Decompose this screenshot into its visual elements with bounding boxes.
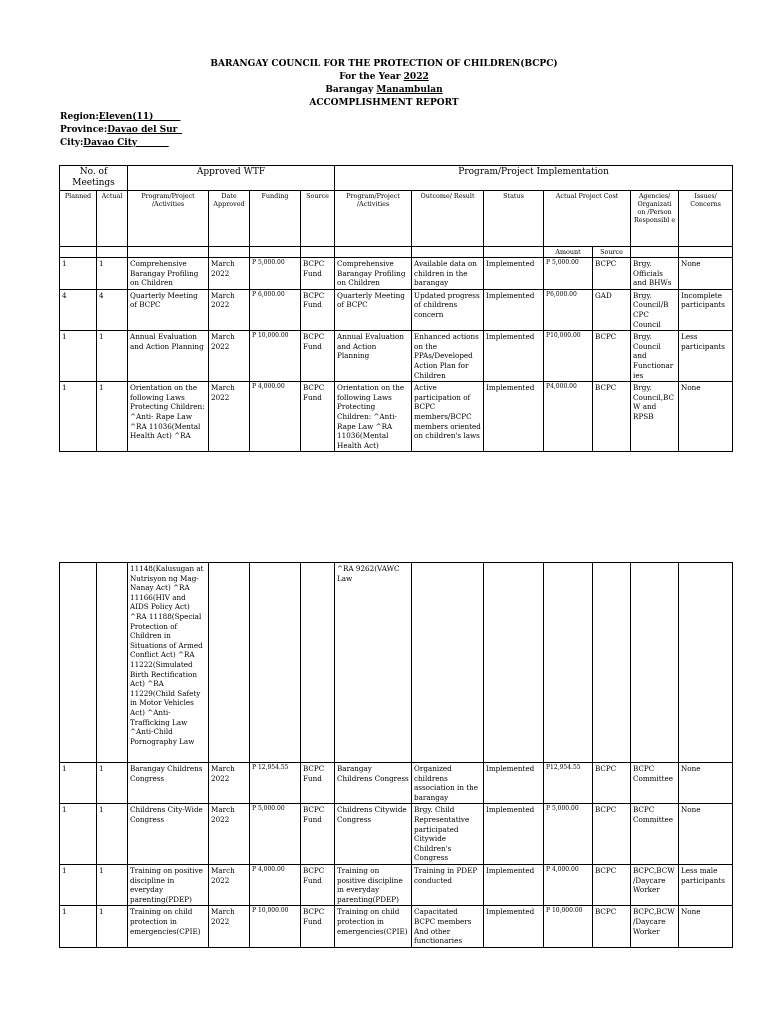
source-cell: BCPC Fund: [301, 804, 335, 865]
accomplishment-table-page2: [59, 562, 733, 948]
funding-cell: P 10,000.00: [250, 331, 301, 382]
table-row: [60, 804, 733, 865]
activity-cell: Annual Evaluation and Action Planning: [128, 331, 209, 382]
region-label: Region:: [60, 112, 99, 122]
barangay-name: Manambulan: [376, 85, 443, 95]
status-cell: Implemented: [484, 906, 544, 947]
date-cell: March 2022: [209, 289, 250, 330]
report-title: BARANGAY COUNCIL FOR THE PROTECTION OF CHILDREN(BCPC): [210, 59, 558, 69]
continuation-activity: 11148(Kalusugan at Nutrisyon ng Mag-Nanay Act) ^RA 11166(HIV and AIDS Policy Act) ^RA 11188(Special Protection of Children in Situations of Armed Conflict Act) ^RA 11222(Simulated Birth Rectification Act) ^RA 11229(Child Safety in Motor Vehicles Act) ^Anti-Trafficking Law ^Anti-Child Pornography Law: [128, 563, 209, 763]
agency-cell: BCPC Committee: [631, 804, 679, 865]
source-cell: BCPC Fund: [301, 864, 335, 905]
impl-activities-header: Program/Project /Activities: [335, 191, 412, 247]
planned-cell: 1: [60, 906, 97, 947]
province-label: Province:: [60, 125, 108, 135]
city-value: Davao City_______: [83, 138, 169, 148]
amount-cell: P 5,000.00: [544, 804, 593, 865]
planned-cell: 1: [60, 258, 97, 290]
implementation-header: Program/Project Implementation: [335, 166, 733, 191]
planned-cell: 1: [60, 382, 97, 452]
agency-cell: BCPC,BCW /Daycare Worker: [631, 864, 679, 905]
outcome-cell: Capacitated BCPC members And other functionaries: [412, 906, 484, 947]
activity-cell: Orientation on the following Laws Protecting Children: ^Anti- Rape Law ^RA 11036(Mental Health Act) ^RA: [128, 382, 209, 452]
cost-source-cell: BCPC: [593, 331, 631, 382]
impl-activity-cell: Training on child protection in emergencies(CPIE): [335, 906, 412, 947]
source-cell: BCPC Fund: [301, 331, 335, 382]
city-label: City:: [60, 138, 84, 148]
funding-cell: P 10,000.00: [250, 906, 301, 947]
actual-cell: 4: [97, 289, 128, 330]
actual-cell: 1: [97, 763, 128, 804]
issues-cell: None: [679, 382, 733, 452]
agency-cell: BCPC,BCW /Daycare Worker: [631, 906, 679, 947]
impl-activity-cell: Barangay Childrens Congress: [335, 763, 412, 804]
program-activities-header: Program/Project /Activities: [128, 191, 209, 247]
activity-cell: Training on child protection in emergencies(CPIE): [128, 906, 209, 947]
status-cell: Implemented: [484, 289, 544, 330]
cost-source-cell: BCPC: [593, 804, 631, 865]
date-approved-header: Date Approved: [209, 191, 250, 247]
cost-source-subheader: Source: [593, 247, 631, 258]
outcome-header: Outcome/ Result: [412, 191, 484, 247]
planned-cell: 1: [60, 804, 97, 865]
impl-activity-cell: Comprehensive Barangay Profiling on Children: [335, 258, 412, 290]
planned-header: Planned: [60, 191, 97, 247]
table-row: [60, 258, 733, 290]
cost-source-cell: BCPC: [593, 763, 631, 804]
source-header: Source: [301, 191, 335, 247]
agency-cell: Brgy. Council,BC W and RPSB: [631, 382, 679, 452]
planned-cell: 1: [60, 763, 97, 804]
meetings-header: No. of Meetings: [60, 166, 128, 191]
planned-cell: 1: [60, 864, 97, 905]
date-cell: March 2022: [209, 763, 250, 804]
amount-cell: P 10,000.00: [544, 906, 593, 947]
actual-cost-header: Actual Project Cost: [544, 191, 631, 247]
province-line: [60, 124, 182, 137]
activity-cell: Barangay Childrens Congress: [128, 763, 209, 804]
table-row: [60, 331, 733, 382]
barangay-prefix: Barangay: [325, 85, 377, 95]
agency-cell: Brgy. Council/B CPC Council: [631, 289, 679, 330]
amount-cell: P4,000.00: [544, 382, 593, 452]
region-value: Eleven(11)______: [98, 112, 181, 122]
amount-cell: P10,000.00: [544, 331, 593, 382]
cost-source-cell: BCPC: [593, 864, 631, 905]
date-cell: March 2022: [209, 906, 250, 947]
status-cell: Implemented: [484, 763, 544, 804]
funding-cell: P 5,000.00: [250, 804, 301, 865]
source-cell: BCPC Fund: [301, 289, 335, 330]
funding-cell: P 4,000.00: [250, 864, 301, 905]
activity-cell: Comprehensive Barangay Profiling on Children: [128, 258, 209, 290]
table-row: [60, 906, 733, 947]
amount-subheader: Amount: [544, 247, 593, 258]
impl-activity-cell: Annual Evaluation and Action Planning: [335, 331, 412, 382]
outcome-cell: Available data on children in the barangay: [412, 258, 484, 290]
funding-cell: P 4,000.00: [250, 382, 301, 452]
amount-cell: P 5,000.00: [544, 258, 593, 290]
date-cell: March 2022: [209, 864, 250, 905]
impl-activity-cell: Childrens Citywide Congress: [335, 804, 412, 865]
continuation-row: [60, 563, 733, 763]
province-value: Davao del Sur_: [107, 125, 182, 135]
planned-cell: 1: [60, 331, 97, 382]
status-cell: Implemented: [484, 331, 544, 382]
date-cell: March 2022: [209, 258, 250, 290]
agency-cell: Brgy. Council and Functionar ies: [631, 331, 679, 382]
impl-activity-cell: Quarterly Meeting of BCPC: [335, 289, 412, 330]
amount-cell: P12,954.55: [544, 763, 593, 804]
cost-source-cell: GAD: [593, 289, 631, 330]
issues-cell: Less participants: [679, 331, 733, 382]
approved-wtf-header: Approved WTF: [128, 166, 335, 191]
issues-cell: None: [679, 804, 733, 865]
report-subtitle: ACCOMPLISHMENT REPORT: [309, 98, 459, 108]
table-row: [60, 289, 733, 330]
issues-cell: None: [679, 763, 733, 804]
date-cell: March 2022: [209, 331, 250, 382]
actual-cell: 1: [97, 864, 128, 905]
source-cell: BCPC Fund: [301, 382, 335, 452]
source-cell: BCPC Fund: [301, 763, 335, 804]
issues-header: Issues/ Concerns: [679, 191, 733, 247]
planned-cell: 4: [60, 289, 97, 330]
issues-cell: None: [679, 258, 733, 290]
status-cell: Implemented: [484, 804, 544, 865]
agencies-header: Agencies/ Organizati on /Person Responsibl e: [631, 191, 679, 247]
funding-cell: P 12,954.55: [250, 763, 301, 804]
outcome-cell: Enhanced actions on the PPAs/Developed Action Plan for Children: [412, 331, 484, 382]
outcome-cell: Organized childrens association in the barangay: [412, 763, 484, 804]
table-row: [60, 382, 733, 452]
actual-cell: 1: [97, 382, 128, 452]
agency-cell: BCPC Committee: [631, 763, 679, 804]
impl-activity-cell: Orientation on the following Laws Protecting Children: ^Anti-Rape Law ^RA 11036(Mental Health Act): [335, 382, 412, 452]
funding-cell: P 6,000.00: [250, 289, 301, 330]
date-cell: March 2022: [209, 382, 250, 452]
issues-cell: None: [679, 906, 733, 947]
issues-cell: Less male participants: [679, 864, 733, 905]
report-year: 2022: [403, 72, 429, 82]
activity-cell: Training on positive discipline in everyday parenting(PDEP): [128, 864, 209, 905]
region-line: [60, 111, 180, 124]
issues-cell: Incomplete participants: [679, 289, 733, 330]
status-header: Status: [484, 191, 544, 247]
amount-cell: P 4,000.00: [544, 864, 593, 905]
cost-source-cell: BCPC: [593, 258, 631, 290]
source-cell: BCPC Fund: [301, 258, 335, 290]
date-cell: March 2022: [209, 804, 250, 865]
activity-cell: Childrens City-Wide Congress: [128, 804, 209, 865]
actual-header: Actual: [97, 191, 128, 247]
continuation-impl: ^RA 9262(VAWC Law: [335, 563, 412, 763]
agency-cell: Brgy. Officials and BHWs: [631, 258, 679, 290]
outcome-cell: Training in PDEP conducted: [412, 864, 484, 905]
outcome-cell: Updated progress of childrens concern: [412, 289, 484, 330]
impl-activity-cell: Training on positive discipline in everyday parenting(PDEP): [335, 864, 412, 905]
status-cell: Implemented: [484, 382, 544, 452]
table-row: [60, 864, 733, 905]
funding-cell: P 5,000.00: [250, 258, 301, 290]
actual-cell: 1: [97, 906, 128, 947]
actual-cell: 1: [97, 258, 128, 290]
source-cell: BCPC Fund: [301, 906, 335, 947]
actual-cell: 1: [97, 804, 128, 865]
city-line: [60, 137, 169, 150]
cost-source-cell: BCPC: [593, 382, 631, 452]
year-prefix: For the Year: [339, 72, 404, 82]
report-year-line: [0, 71, 768, 84]
amount-cell: P6,000.00: [544, 289, 593, 330]
cost-source-cell: BCPC: [593, 906, 631, 947]
status-cell: Implemented: [484, 864, 544, 905]
outcome-cell: Active participation of BCPC members/BCPC members oriented on children's laws: [412, 382, 484, 452]
actual-cell: 1: [97, 331, 128, 382]
status-cell: Implemented: [484, 258, 544, 290]
accomplishment-table-page1: [59, 165, 733, 452]
table-row: [60, 763, 733, 804]
activity-cell: Quarterly Meeting of BCPC: [128, 289, 209, 330]
funding-header: Funding: [250, 191, 301, 247]
outcome-cell: Brgy. Child Representative participated Citywide Children's Congress: [412, 804, 484, 865]
barangay-line: [0, 84, 768, 97]
